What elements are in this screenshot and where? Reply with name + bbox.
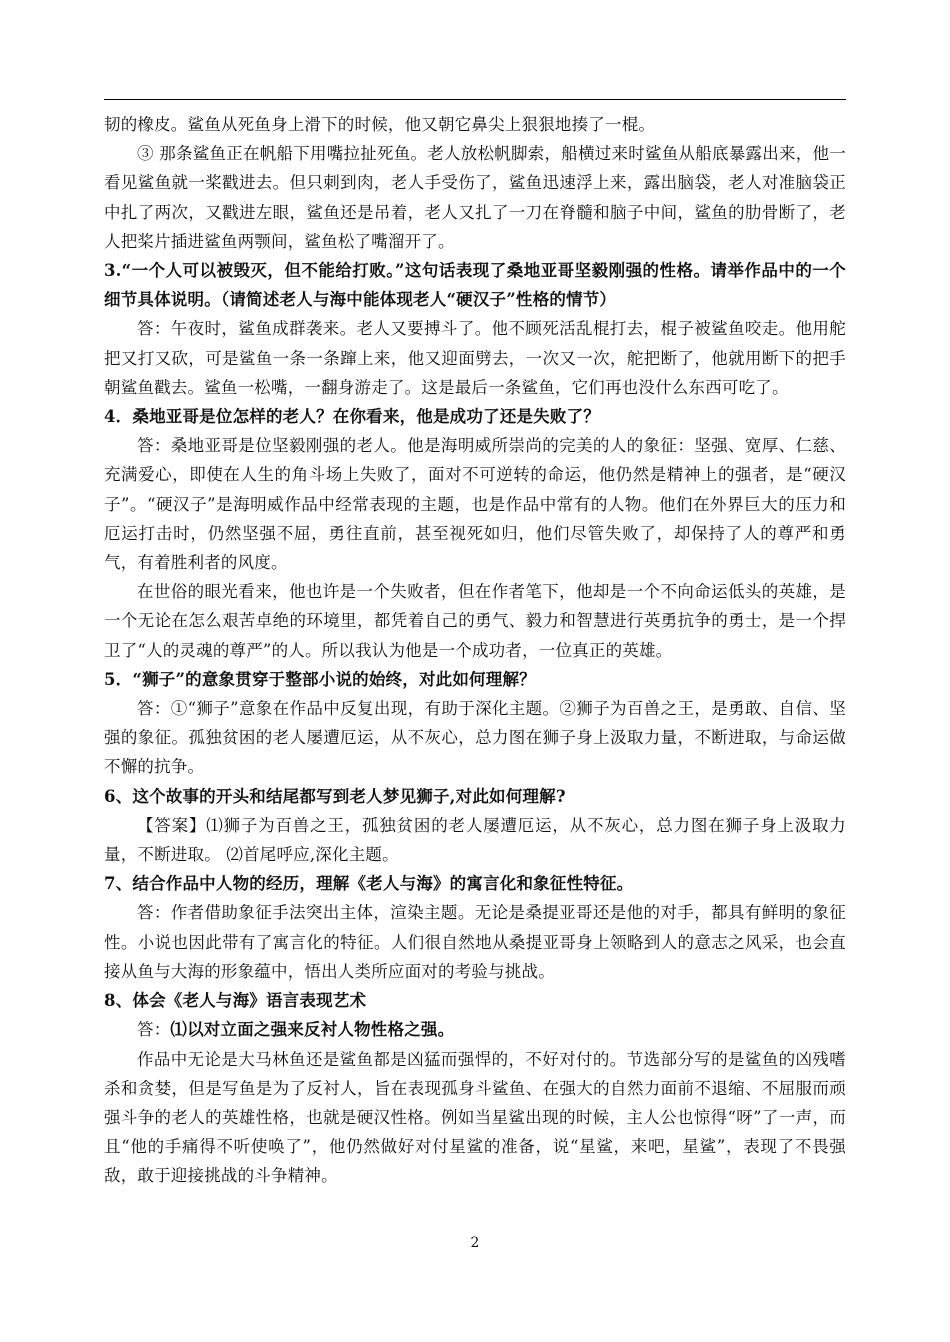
answer-4-part-1: 答：桑地亚哥是位坚毅刚强的老人。他是海明威所崇尚的完美的人的象征：坚强、宽厚、仁慈、充满爱心，即使在人生的角斗场上失败了，面对不可逆转的命运，他仍然是精神上的强者，是“硬汉子”。“硬汉子”是海明威作品中经常表现的主题，也是作品中常有的人物。他们在外界巨大的压力和厄运打击时，仍然坚强不屈，勇往直前，甚至视死如归，他们尽管失败了，却保持了人的尊严和勇气，有着胜利者的风度。: [104, 436, 846, 573]
answer-7: 答：作者借助象征手法突出主体，渲染主题。无论是桑提亚哥还是他的对手，都具有鲜明的象征性。小说也因此带有了寓言化的特征。人们很自然地从桑提亚哥身上领略到人的意志之风采，也会直接从鱼与大海的形象蕴中，悟出人类所应面对的考验与挑战。: [104, 903, 846, 981]
answer-8-heading: [104, 1015, 846, 1044]
answer-8-point-1: ⑴以对立面之强来反衬人物性格之强。: [170, 1020, 455, 1040]
question-4: 4．桑地亚哥是位怎样的老人？在你看来，他是成功了还是失败了？: [104, 407, 600, 427]
question-6: 6、这个故事的开头和结尾都写到老人梦见狮子,对此如何理解?: [104, 786, 566, 806]
paragraph-continuation: 韧的橡皮。鲨鱼从死鱼身上滑下的时候，他又朝它鼻尖上狠狠地揍了一棍。: [104, 115, 656, 134]
page-content: [104, 110, 846, 1191]
paragraph-shark-attack-3: ③ 那条鲨鱼正在帆船下用嘴拉扯死鱼。老人放松帆脚索，船横过来时鲨鱼从船底暴露出来，他一看见鲨鱼就一桨戳进去。但只刺到肉，老人手受伤了，鲨鱼迅速浮上来，露出脑袋，老人对准脑袋正中扎了两次，又戳进左眼，鲨鱼还是吊着，老人又扎了一刀在脊髓和脑子中间，鲨鱼的肋骨断了，老人把桨片插进鲨鱼两颚间，鲨鱼松了嘴溜开了。: [104, 144, 846, 251]
document-page: [104, 0, 846, 1342]
answer-3: 答：午夜时，鲨鱼成群袭来。老人又要搏斗了。他不顾死活乱棍打去，棍子被鲨鱼咬走。他用舵把又打又砍，可是鲨鱼一条一条蹿上来，他又迎面劈去，一次又一次，舵把断了，他就用断下的把手朝鲨鱼戳去。鲨鱼一松嘴，一翻身游走了。这是最后一条鲨鱼，它们再也没什么东西可吃了。: [104, 319, 846, 397]
question-3: 3.“一个人可以被毁灭，但不能给打败。”这句话表现了桑地亚哥坚毅刚强的性格。请举作品中的一个细节具体说明。（请简述老人与海中能体现老人“硬汉子”性格的情节）: [104, 261, 846, 310]
header-rule: [104, 99, 846, 100]
question-5: 5．“狮子”的意象贯穿于整部小说的始终，对此如何理解？: [104, 669, 536, 689]
answer-8-body: 作品中无论是大马林鱼还是鲨鱼都是凶猛而强悍的，不好对付的。节选部分写的是鲨鱼的凶残嗜杀和贪婪，但是写鱼是为了反衬人，旨在表现孤身斗鲨鱼、在强大的自然力面前不退缩、不屈服而顽强斗争的老人的英雄性格，也就是硬汉性格。例如当星鲨出现的时候，主人公也惊得“呀”了一声，而且“他的手痛得不听使唤了”，他仍然做好对付星鲨的准备，说“星鲨，来吧，星鲨”，表现了不畏强敌，敢于迎接挑战的斗争精神。: [104, 1049, 846, 1186]
page-number: 2: [470, 1235, 480, 1251]
answer-8-prefix: 答：: [137, 1020, 171, 1040]
answer-4-part-2: 在世俗的眼光看来，他也许是一个失败者，但在作者笔下，他却是一个不向命运低头的英雄，是一个无论在怎么艰苦卓绝的环境里，都凭着自己的勇气、毅力和智慧进行英勇抗争的勇士，是一个捍卫了“人的灵魂的尊严”的人。所以我认为他是一个成功者，一位真正的英雄。: [104, 582, 846, 660]
question-8: 8、体会《老人与海》语言表现艺术: [104, 991, 367, 1011]
answer-6: 【答案】⑴狮子为百兽之王，孤独贫困的老人屡遭厄运，从不灰心，总力图在狮子身上汲取力量，不断进取。 ⑵首尾呼应,深化主题。: [104, 815, 846, 865]
question-7: 7、结合作品中人物的经历，理解《老人与海》的寓言化和象征性特征。: [104, 874, 634, 894]
answer-5: 答：①“狮子”意象在作品中反复出现，有助于深化主题。②狮子为百兽之王，是勇敢、自信、坚强的象征。孤独贫困的老人屡遭厄运，从不灰心，总力图在狮子身上汲取力量，不断进取，与命运做不懈的抗争。: [104, 699, 846, 777]
